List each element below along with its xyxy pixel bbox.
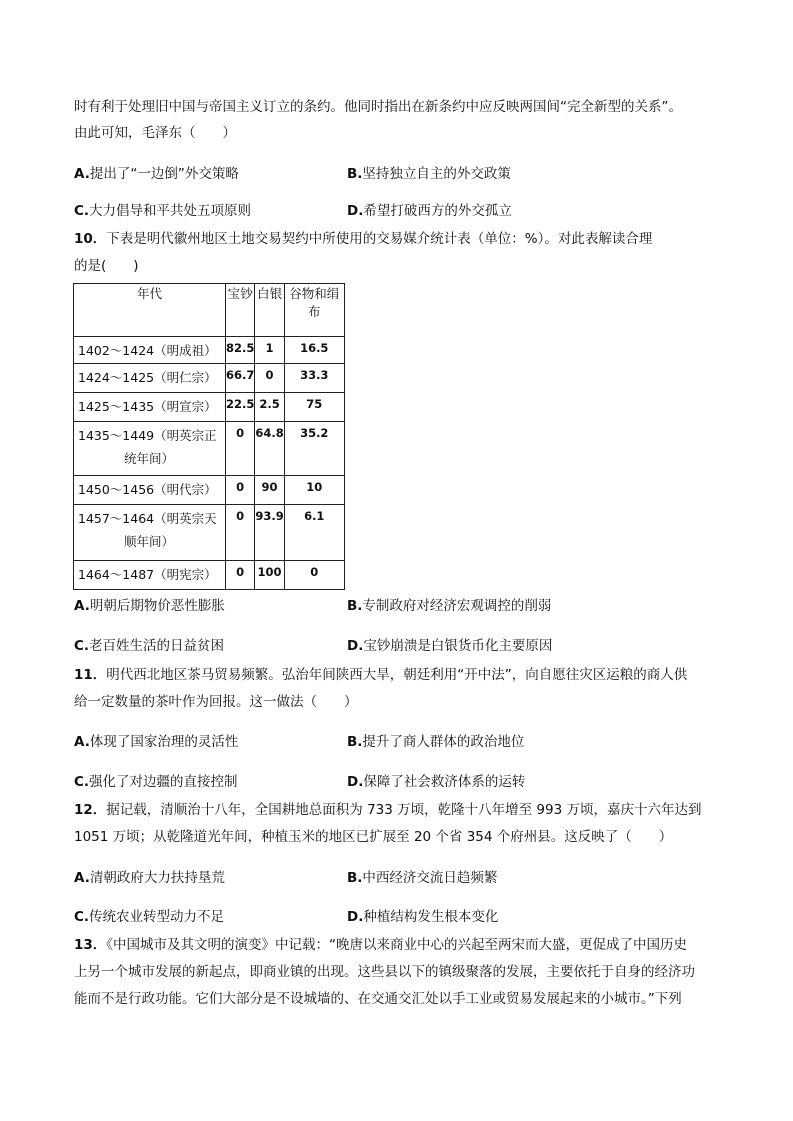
question-number: 11． — [74, 667, 107, 683]
q9-option-a[interactable] — [74, 164, 239, 184]
cell-grain: 35.2 — [284, 422, 344, 476]
cell-grain: 10 — [284, 476, 344, 505]
cell-silver: 2.5 — [255, 393, 284, 422]
option-text: 坚持独立自主的外交政策 — [362, 166, 511, 182]
option-label: C. — [74, 203, 90, 219]
q12-option-d[interactable] — [347, 907, 498, 927]
option-text: 体现了国家治理的灵活性 — [89, 734, 239, 750]
option-label: A. — [74, 166, 90, 182]
cell-era: 1435～1449（明英宗正 统年间） — [74, 422, 226, 476]
cell-era: 1425～1435（明宣宗） — [74, 393, 226, 422]
q12-stem-line1 — [74, 800, 702, 820]
q9-option-b[interactable] — [347, 164, 511, 184]
q10-option-b[interactable] — [347, 596, 551, 616]
cell-era: 1457～1464（明英宗天 顺年间） — [74, 505, 226, 561]
cell-silver: 90 — [255, 476, 284, 505]
q13-stem-line1 — [74, 935, 687, 955]
cell-baochao: 0 — [226, 505, 255, 561]
cell-era: 1402～1424（明成祖） — [74, 337, 226, 364]
q11-stem-line1 — [74, 665, 687, 685]
cell-grain: 33.3 — [284, 364, 344, 393]
cell-era: 1464～1487（明宪宗） — [74, 561, 226, 590]
option-label: D. — [347, 774, 364, 790]
header-era: 年代 — [74, 284, 226, 337]
q12-option-a[interactable] — [74, 868, 225, 888]
q13-stem-text: 《中国城市及其文明的演变》中记载：“晚唐以来商业中心的兴起至两宋而大盛，更促成了中国历史 — [106, 937, 688, 953]
q12-stem-text: 据记载，清顺治十八年，全国耕地总面积为 733 万顷，乾隆十八年增至 993 万顷，嘉庆十六年达到 — [106, 802, 702, 818]
cell-baochao: 0 — [226, 561, 255, 590]
option-text: 清朝政府大力扶持垦荒 — [89, 870, 225, 886]
header-grain-cloth: 谷物和绢布 — [284, 284, 344, 337]
cell-silver: 100 — [255, 561, 284, 590]
option-label: C. — [74, 909, 90, 925]
cell-baochao: 82.5 — [226, 337, 255, 364]
q13-stem-line2: 上另一个城市发展的新起点，即商业镇的出现。这些县以下的镇级聚落的发展，主要依托于自身的经济功 — [74, 964, 695, 980]
header-silver: 白银 — [255, 284, 284, 337]
table-row — [74, 337, 345, 364]
question-number: 10． — [74, 231, 107, 247]
option-text: 保障了社会救济体系的运转 — [363, 774, 526, 790]
option-label: A. — [74, 870, 90, 886]
option-label: D. — [347, 909, 364, 925]
option-text: 传统农业转型动力不足 — [89, 909, 225, 925]
q12-stem-line2: 1051 万顷；从乾隆道光年间，种植玉米的地区已扩展至 20 个省 354 个府州县。这反映了（ ） — [74, 829, 673, 845]
q12-option-b[interactable] — [347, 868, 497, 888]
option-label: A. — [74, 598, 90, 614]
option-label: B. — [347, 734, 363, 750]
option-label: C. — [74, 638, 90, 654]
q11-option-a[interactable] — [74, 732, 238, 752]
exchange-media-table — [73, 283, 345, 590]
q9-stem-line2: 由此可知，毛泽东（ ） — [74, 125, 236, 141]
option-text: 强化了对边疆的直接控制 — [89, 774, 238, 790]
option-label: B. — [347, 166, 363, 182]
table-row — [74, 393, 345, 422]
option-text: 提出了“一边倒”外交策略 — [89, 166, 239, 182]
cell-grain: 0 — [284, 561, 344, 590]
option-text: 专制政府对经济宏观调控的削弱 — [362, 598, 552, 614]
question-number: 13． — [74, 937, 107, 953]
cell-silver: 1 — [255, 337, 284, 364]
q11-option-d[interactable] — [347, 772, 525, 792]
q10-stem-line2: 的是( ) — [74, 258, 139, 274]
cell-grain: 16.5 — [284, 337, 344, 364]
cell-silver: 64.8 — [255, 422, 284, 476]
option-text: 希望打破西方的外交孤立 — [363, 203, 512, 219]
q10-stem-text: 下表是明代徽州地区土地交易契约中所使用的交易媒介统计表（单位：%）。对此表解读合理 — [106, 231, 653, 247]
cell-baochao: 0 — [226, 422, 255, 476]
cell-silver: 93.9 — [255, 505, 284, 561]
q11-stem-text: 明代西北地区茶马贸易频繁。弘治年间陕西大旱，朝廷利用“开中法”，向自愿往灾区运粮的商人供 — [106, 667, 688, 683]
cell-baochao: 22.5 — [226, 393, 255, 422]
table-header-row — [74, 284, 345, 337]
table-row — [74, 561, 345, 590]
table-row — [74, 505, 345, 561]
option-text: 明朝后期物价恶性膨胀 — [89, 598, 225, 614]
option-label: B. — [347, 598, 363, 614]
q11-option-b[interactable] — [347, 732, 524, 752]
q11-option-c[interactable] — [74, 772, 238, 792]
q10-option-d[interactable] — [347, 636, 552, 656]
option-text: 提升了商人群体的政治地位 — [362, 734, 525, 750]
q10-option-c[interactable] — [74, 636, 224, 656]
option-text: 宝钞崩溃是白银货币化主要原因 — [363, 638, 553, 654]
q9-option-d[interactable] — [347, 201, 512, 221]
q10-option-a[interactable] — [74, 596, 225, 616]
table-row — [74, 364, 345, 393]
cell-grain: 75 — [284, 393, 344, 422]
q12-option-c[interactable] — [74, 907, 224, 927]
header-baochao: 宝钞 — [226, 284, 255, 337]
option-text: 老百姓生活的日益贫困 — [89, 638, 225, 654]
table-row — [74, 476, 345, 505]
option-label: B. — [347, 870, 363, 886]
q9-option-c[interactable] — [74, 201, 251, 221]
q9-stem-line1: 时有利于处理旧中国与帝国主义订立的条约。他同时指出在新条约中应反映两国间“完全新型的关系”。 — [74, 99, 682, 115]
q11-stem-line2: 给一定数量的茶叶作为回报。这一做法（ ） — [74, 694, 358, 710]
option-text: 种植结构发生根本变化 — [363, 909, 499, 925]
cell-era: 1450～1456（明代宗） — [74, 476, 226, 505]
q13-stem-line3: 能而不是行政功能。它们大部分是不设城墙的、在交通交汇处以手工业或贸易发展起来的小城市。”下列 — [74, 991, 682, 1007]
option-label: D. — [347, 638, 364, 654]
table-row — [74, 422, 345, 476]
cell-baochao: 0 — [226, 476, 255, 505]
cell-era: 1424～1425（明仁宗） — [74, 364, 226, 393]
cell-grain: 6.1 — [284, 505, 344, 561]
question-number: 12． — [74, 802, 107, 818]
option-text: 中西经济交流日趋频繁 — [362, 870, 498, 886]
q10-stem-line1 — [74, 229, 652, 249]
option-label: C. — [74, 774, 90, 790]
option-label: A. — [74, 734, 90, 750]
cell-baochao: 66.7 — [226, 364, 255, 393]
option-label: D. — [347, 203, 364, 219]
cell-silver: 0 — [255, 364, 284, 393]
option-text: 大力倡导和平共处五项原则 — [89, 203, 252, 219]
